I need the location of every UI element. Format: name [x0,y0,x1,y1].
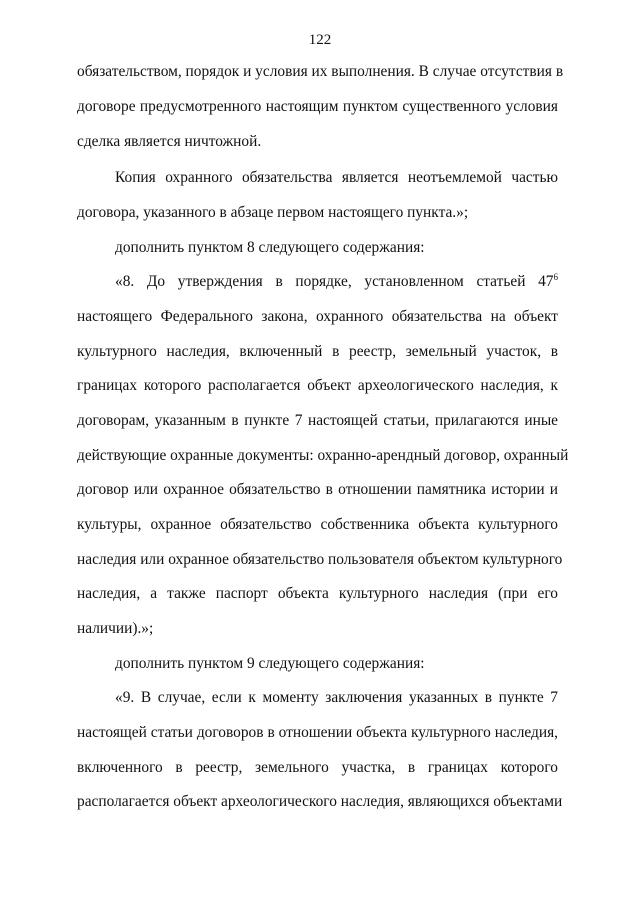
text-line: дополнить пунктом 9 следующего содержания: [115,655,425,672]
text-line: культурного наследия, включенный в реестр, земельный участок, в [77,343,558,360]
text-line: наличии).»; [77,620,154,637]
text-line: настоящей статьи договоров в отношении объекта культурного наследия, [77,724,558,741]
text-line: наследия или охранное обязательство пользователя объектом культурного [77,551,563,568]
text-line: Копия охранного обязательства является неотъемлемой частью [115,169,558,186]
text-line: границах которого располагается объект археологического наследия, к [77,377,558,394]
text-line: «9. В случае, если к моменту заключения указанных в пункте 7 [115,689,558,706]
text-line: действующие охранные документы: охранно-арендный договор, охранный [77,447,569,464]
text-line: располагается объект археологического наследия, являющихся объектами [77,793,563,810]
text-line: договорам, указанным в пункте 7 настоящей статьи, прилагаются иные [77,412,558,429]
text-line: обязательством, порядок и условия их выполнения. В случае отсутствия в [77,63,564,80]
text-line: культуры, охранное обязательство собственника объекта культурного [77,516,558,533]
text-line: включенного в реестр, земельного участка, в границах которого [77,759,558,776]
text-line: договора, указанного в абзаце первом настоящего пункта.»; [77,204,469,221]
page-number: 122 [308,32,332,48]
text-line: наследия, а также паспорт объекта культурного наследия (при его [77,585,558,602]
text-segment: «8. До утверждения в порядке, установленном статьей 47 [115,273,554,290]
text-line: договоре предусмотренного настоящим пунктом существенного условия [77,98,558,115]
text-line: сделка является ничтожной. [77,133,262,150]
text-line: договор или охранное обязательство в отношении памятника истории и [77,481,558,498]
text-line: дополнить пунктом 8 следующего содержания: [115,239,425,256]
text-line: настоящего Федерального закона, охранного обязательства на объект [77,308,558,325]
superscript: 6 [553,272,558,282]
text-line-with-superscript [115,272,558,292]
